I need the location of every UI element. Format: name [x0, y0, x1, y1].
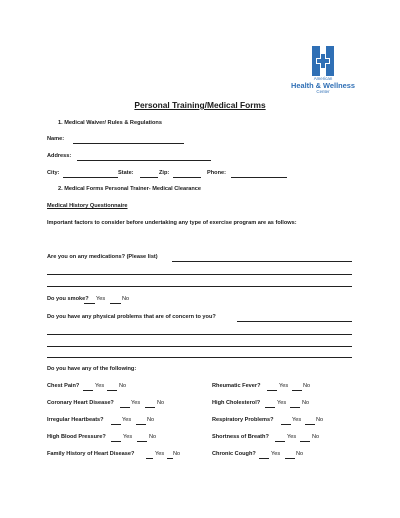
smoke-yes-label: Yes [96, 296, 106, 302]
city-label: City: [47, 170, 60, 176]
condition-yes-blank[interactable] [259, 458, 269, 459]
condition-label: Family History of Heart Disease? [47, 451, 135, 457]
city-field[interactable] [63, 177, 118, 178]
name-label: Name: [47, 136, 65, 142]
condition-yes-blank[interactable] [111, 441, 121, 442]
section-2-heading: 2. Medical Forms Personal Trainer- Medical Clearance [58, 186, 202, 192]
conditions-heading: Do you have any of the following: [47, 366, 137, 372]
condition-no-blank[interactable] [305, 424, 315, 425]
condition-no-label: No [147, 417, 155, 423]
condition-no-blank[interactable] [285, 458, 295, 459]
condition-label: Rheumatic Fever? [212, 383, 261, 389]
section-1-heading: 1. Medical Waiver/ Rules & Regulations [58, 120, 162, 126]
condition-yes-blank[interactable] [83, 390, 93, 391]
condition-yes-blank[interactable] [146, 458, 153, 459]
condition-yes-blank[interactable] [120, 407, 130, 408]
condition-no-blank[interactable] [300, 441, 310, 442]
smoke-no-blank[interactable] [110, 303, 121, 304]
condition-label: Shortness of Breath? [212, 434, 269, 440]
condition-yes-blank[interactable] [267, 390, 277, 391]
condition-label: Respiratory Problems? [212, 417, 274, 423]
logo-text-line2: Health & Wellness [291, 81, 355, 90]
condition-yes-label: Yes [95, 383, 105, 389]
condition-label: Chest Pain? [47, 383, 80, 389]
smoke-question: Do you smoke? [47, 296, 89, 302]
condition-no-label: No [296, 451, 304, 457]
problems-line-3[interactable] [47, 346, 352, 347]
condition-yes-label: Yes [279, 383, 289, 389]
condition-no-blank[interactable] [167, 458, 173, 459]
condition-no-label: No [119, 383, 127, 389]
condition-no-blank[interactable] [290, 407, 300, 408]
condition-label: Irregular Heartbeats? [47, 417, 104, 423]
condition-yes-label: Yes [155, 451, 165, 457]
smoke-yes-blank[interactable] [84, 303, 95, 304]
problems-field[interactable] [237, 321, 352, 322]
problems-line-4[interactable] [47, 357, 352, 358]
condition-no-label: No [312, 434, 320, 440]
address-label: Address: [47, 153, 72, 159]
condition-no-label: No [303, 383, 311, 389]
name-field[interactable] [73, 143, 184, 144]
condition-no-blank[interactable] [107, 390, 117, 391]
logo-text-line3: Center [316, 89, 330, 94]
phone-label: Phone: [207, 170, 226, 176]
condition-yes-label: Yes [277, 400, 287, 406]
condition-label: Chronic Cough? [212, 451, 256, 457]
page-title: Personal Training/Medical Forms [134, 100, 266, 110]
condition-yes-label: Yes [292, 417, 302, 423]
phone-field[interactable] [231, 177, 287, 178]
condition-no-blank[interactable] [137, 441, 147, 442]
condition-label: High Blood Pressure? [47, 434, 106, 440]
medications-question: Are you on any medications? (Please list) [47, 254, 158, 260]
condition-yes-blank[interactable] [111, 424, 121, 425]
zip-field[interactable] [173, 177, 201, 178]
condition-yes-label: Yes [131, 400, 141, 406]
history-heading: Medical History Questionnaire [47, 203, 128, 209]
condition-yes-label: Yes [123, 434, 133, 440]
medications-line-2[interactable] [47, 274, 352, 275]
address-field[interactable] [77, 160, 211, 161]
condition-no-blank[interactable] [145, 407, 155, 408]
problems-line-2[interactable] [47, 334, 352, 335]
zip-label: Zip: [159, 170, 170, 176]
condition-no-label: No [316, 417, 324, 423]
condition-label: Coronary Heart Disease? [47, 400, 114, 406]
condition-no-blank[interactable] [136, 424, 146, 425]
medications-field[interactable] [172, 261, 352, 262]
condition-no-label: No [157, 400, 165, 406]
condition-label: High Cholesterol? [212, 400, 261, 406]
problems-question: Do you have any physical problems that are of concern to you? [47, 314, 216, 320]
condition-yes-blank[interactable] [275, 441, 285, 442]
condition-yes-blank[interactable] [281, 424, 291, 425]
condition-yes-label: Yes [271, 451, 281, 457]
smoke-no-label: No [122, 296, 130, 302]
condition-no-label: No [173, 451, 181, 457]
condition-yes-label: Yes [122, 417, 132, 423]
state-field[interactable] [140, 177, 158, 178]
state-label: State: [118, 170, 134, 176]
condition-no-blank[interactable] [292, 390, 302, 391]
condition-no-label: No [149, 434, 157, 440]
medications-line-3[interactable] [47, 286, 352, 287]
condition-yes-label: Yes [287, 434, 297, 440]
condition-yes-blank[interactable] [265, 407, 275, 408]
condition-no-label: No [302, 400, 310, 406]
intro-text: Important factors to consider before undertaking any type of exercise program are as follows: [47, 220, 297, 226]
logo-text-line1: American [313, 76, 333, 81]
